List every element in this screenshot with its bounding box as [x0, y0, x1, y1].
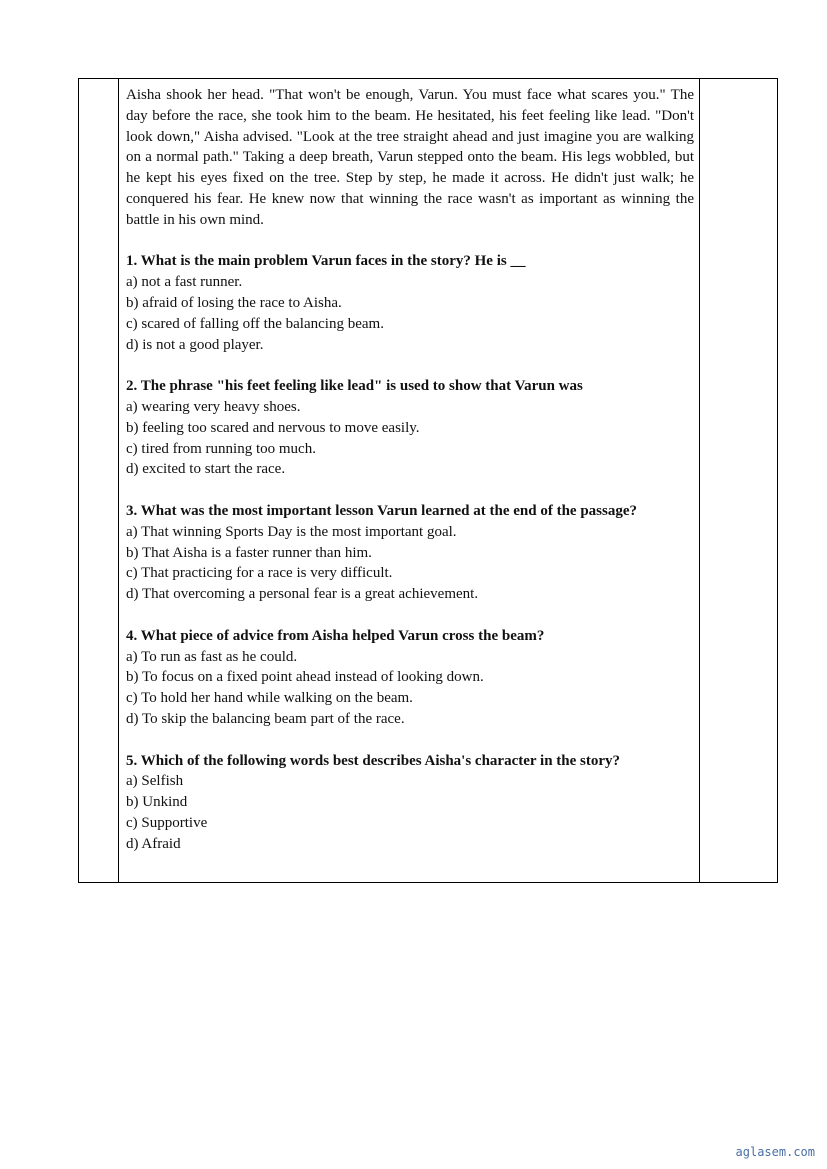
option-c: c) Supportive — [126, 814, 208, 831]
question-1 — [126, 251, 694, 355]
passage-text: Aisha shook her head. "That won't be enough, Varun. You must face what scares you." The day before the race, she took him to the beam. He hesitated, his feet feeling like lead. "Don't look down," Aisha advised. "Look at the tree straight ahead and just imagine you are walking on a normal path." Taking a deep breath, Varun stepped onto the beam. His legs wobbled, but he kept his eyes fixed on the tree. Step by step, he made it across. He didn't just walk; he conquered his fear. He knew now that winning the race wasn't as important as winning the battle in his own mind. — [126, 87, 694, 228]
option-a: a) That winning Sports Day is the most important goal. — [126, 523, 457, 540]
content-cell — [126, 85, 694, 854]
column-divider-left — [118, 79, 119, 882]
question-text: 2. The phrase "his feet feeling like lead" is used to show that Varun was — [126, 378, 583, 395]
question-2 — [126, 376, 694, 480]
option-c: c) To hold her hand while walking on the beam. — [126, 690, 413, 707]
option-b: b) That Aisha is a faster runner than him. — [126, 544, 372, 561]
question-text: 1. What is the main problem Varun faces in the story? He is __ — [126, 253, 526, 270]
question-5 — [126, 751, 694, 855]
passage — [126, 85, 694, 231]
option-b: b) Unkind — [126, 794, 188, 811]
option-b: b) To focus on a fixed point ahead instead of looking down. — [126, 669, 484, 686]
question-text: 5. Which of the following words best describes Aisha's character in the story? — [126, 752, 621, 769]
question-3 — [126, 501, 694, 605]
option-a: a) wearing very heavy shoes. — [126, 398, 301, 415]
watermark: aglasem.com — [735, 1145, 815, 1159]
option-d: d) Afraid — [126, 835, 181, 852]
option-a: a) To run as fast as he could. — [126, 648, 298, 665]
column-divider-right — [699, 79, 700, 882]
option-d: d) excited to start the race. — [126, 461, 286, 478]
option-c: c) tired from running too much. — [126, 440, 316, 457]
option-d: d) is not a good player. — [126, 336, 264, 353]
option-c: c) scared of falling off the balancing beam. — [126, 315, 384, 332]
question-4 — [126, 626, 694, 730]
question-text: 4. What piece of advice from Aisha helped Varun cross the beam? — [126, 627, 545, 644]
option-d: d) That overcoming a personal fear is a great achievement. — [126, 586, 479, 603]
question-table — [78, 78, 778, 883]
option-a: a) Selfish — [126, 773, 184, 790]
option-b: b) afraid of losing the race to Aisha. — [126, 294, 342, 311]
option-a: a) not a fast runner. — [126, 274, 243, 291]
option-d: d) To skip the balancing beam part of the race. — [126, 710, 405, 727]
option-c: c) That practicing for a race is very difficult. — [126, 565, 393, 582]
question-text: 3. What was the most important lesson Varun learned at the end of the passage? — [126, 502, 637, 519]
option-b: b) feeling too scared and nervous to move easily. — [126, 419, 420, 436]
